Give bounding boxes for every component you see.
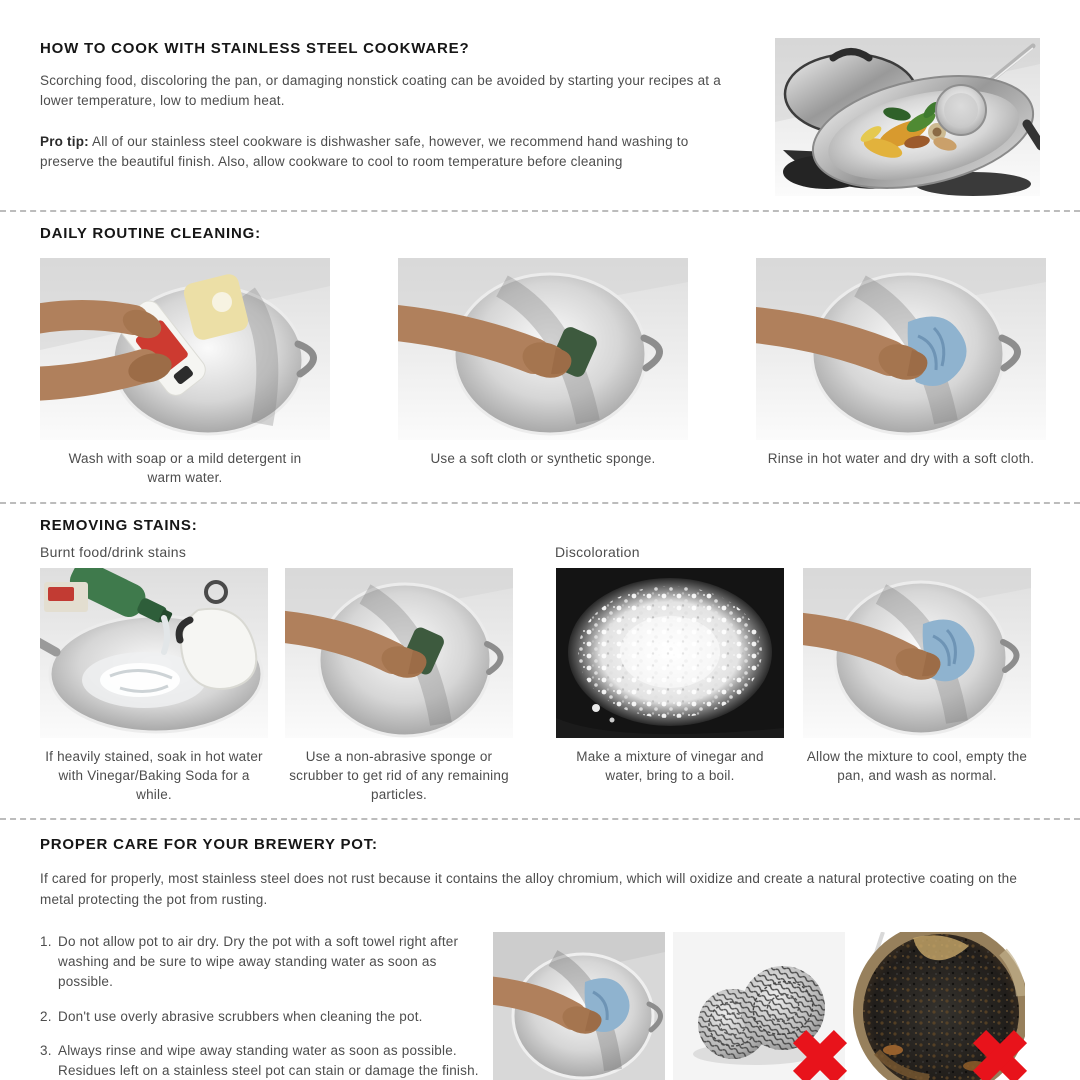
pro-tip-label: Pro tip:: [40, 133, 89, 149]
tip-text: Do not allow pot to air dry. Dry the pot with a soft towel right after washing and be sure to wipe away standing water as soon as possible.: [58, 933, 459, 990]
stain-figures: [40, 568, 1040, 805]
daily-step-caption: Rinse in hot water and dry with a soft cloth.: [767, 451, 1035, 466]
tip-text: Don't use overly abrasive scrubbers when cleaning the pot.: [58, 1008, 423, 1024]
burnt-stains-label: Burnt food/drink stains: [40, 543, 187, 560]
stain-step-caption: Use a non-abrasive sponge or scrubber to get rid of any remaining particles.: [289, 748, 509, 802]
removing-stains-title: REMOVING STAINS:: [40, 516, 198, 534]
daily-cleaning-figures: [40, 258, 1040, 488]
proper-care-paragraph: If cared for properly, most stainless steel does not rust because it contains the alloy chromium, which will oxidize and create a natural protective coating on the metal protecting the pot from rusting.: [40, 871, 1018, 907]
intro-paragraph: Scorching food, discoloring the pan, or damaging nonstick coating can be avoided by starting your recipes at a lower temperature, low to medium heat.: [40, 73, 721, 109]
discoloration-label: Discoloration: [555, 543, 640, 560]
pro-tip-text: All of our stainless steel cookware is dishwasher safe, however, we recommend hand washing to preserve the beautiful finish. Also, allow cookware to cool to room temperature before cleaning: [40, 133, 689, 169]
wok-stirfry-photo: [775, 38, 1040, 196]
daily-step-caption: Wash with soap or a mild detergent in warm water.: [68, 451, 302, 485]
section-removing-stains: [40, 517, 1040, 805]
dashed-divider: [0, 818, 1080, 820]
proper-care-body: [40, 932, 1040, 1080]
steel-wool-figure: [673, 932, 845, 1080]
intro-text-block: [40, 40, 775, 172]
pro-tip-paragraph: [40, 132, 745, 173]
stain-step-caption: Make a mixture of vinegar and water, bring to a boil.: [576, 748, 764, 783]
stain-step-caption: If heavily stained, soak in hot water with Vinegar/Baking Soda for a while.: [45, 748, 263, 802]
section-proper-care: [40, 836, 1040, 1080]
dashed-divider: [0, 502, 1080, 504]
proper-care-title: PROPER CARE FOR YOUR BREWERY POT:: [40, 836, 378, 854]
stain-sublabels: [40, 544, 1040, 560]
scrubber-photo: [285, 568, 513, 738]
care-tip-item: [40, 1007, 493, 1027]
stain-step-figure: [803, 568, 1031, 805]
red-x-icon: [789, 1026, 851, 1080]
tip-text: Always rinse and wipe away standing water as soon as possible. Residues left on a stainless steel pot can stain or damage the finish.: [58, 1042, 479, 1079]
sponge-wipe-photo: [398, 258, 688, 440]
red-x-icon: [969, 1026, 1031, 1080]
daily-step-caption: Use a soft cloth or synthetic sponge.: [430, 451, 656, 466]
stain-step-caption: Allow the mixture to cool, empty the pan, and wash as normal.: [806, 748, 1028, 783]
vinegar-soak-photo: [40, 568, 268, 738]
tip-number: 3.: [40, 1042, 52, 1058]
towel-dry-photo: [493, 932, 665, 1080]
soap-wash-photo: [40, 258, 330, 440]
page-title: HOW TO COOK WITH STAINLESS STEEL COOKWARE?: [40, 40, 470, 57]
stain-step-figure: [40, 568, 268, 805]
section-daily-cleaning: [40, 225, 1040, 488]
care-tip-item: [40, 932, 493, 993]
care-tips-list: [40, 932, 493, 1080]
tip-number: 2.: [40, 1008, 52, 1024]
section-how-to-cook: [40, 40, 1040, 196]
care-figures: [493, 932, 1025, 1080]
dashed-divider: [0, 210, 1080, 212]
daily-step-figure: [398, 258, 688, 488]
boiling-vinegar-photo: [556, 568, 784, 738]
stain-step-figure: [285, 568, 513, 805]
cool-and-wash-photo: [803, 568, 1031, 738]
care-tip-item: [40, 1041, 493, 1080]
daily-step-figure: [40, 258, 330, 488]
daily-cleaning-title: DAILY ROUTINE CLEANING:: [40, 225, 261, 242]
rinse-dry-photo: [756, 258, 1046, 440]
burnt-pan-figure: [853, 932, 1025, 1080]
daily-step-figure: [756, 258, 1046, 488]
tip-number: 1.: [40, 933, 52, 949]
stain-step-figure: [556, 568, 784, 805]
towel-dry-figure: [493, 932, 665, 1080]
